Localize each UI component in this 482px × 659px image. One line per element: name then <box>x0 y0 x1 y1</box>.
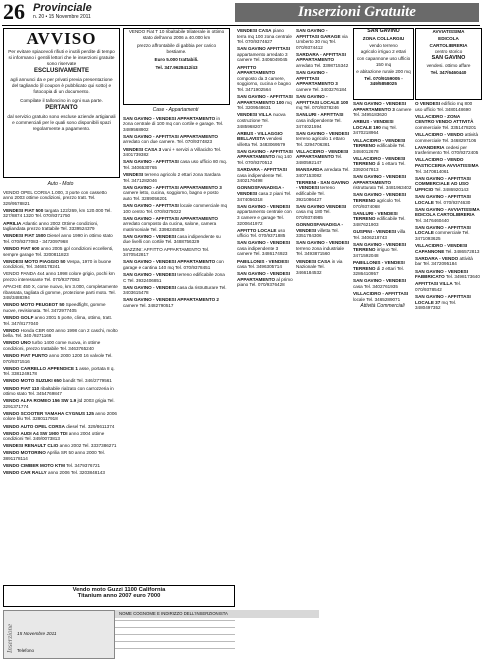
ad-item: SAN GAVINO - VENDESI casa Tel. 3402761935 <box>353 278 407 289</box>
coupon-title: NOME COGNOME E INDIRIZZO DELL'INSERZIONISTA <box>115 610 319 618</box>
ad-list <box>415 101 480 311</box>
coupon-line <box>115 634 235 635</box>
ad-item: SAN GAVINO - VENDESI TERRENO irriguo Tel. 3471592048 <box>353 241 407 258</box>
ad-item: MAZZINI: AFFITTO APPARTAMENTO Tel. 3470542817 <box>123 246 210 258</box>
ad-item: VENDO GOLF anno 2001 5 porte, clima, ottimo, tratt. Tel. 347/8177040 <box>3 314 113 326</box>
moto-line-1: Vendo moto Guzzi 1100 California <box>72 587 166 593</box>
ad-list <box>3 190 118 476</box>
ad-item: VENDO CAR RALLY anno 2006 Tel. 3203848143 <box>3 470 105 476</box>
ad-item: VILLACIDRO - VENDESI CAPANNONE Tel. 3486572813 <box>415 243 480 254</box>
ad-item: AFFITTASI VILLA Tel. 070/9378542 <box>415 281 462 292</box>
coupon-side-label: Inserzione <box>6 623 14 653</box>
avviso-text-3: Compilate il talloncino in ogni sua parte. <box>20 97 103 103</box>
edicola-l6: vendesi. ottimo affare <box>426 62 471 68</box>
ad-item: SAN GAVINO - VENDESI TERRENO agricolo Tel. 070/9374068 <box>353 192 407 209</box>
ad-item: VENDO PANDA 4x4 anno 1998 colore grigio, pochi km prezzo interessante Tel. 070/9377083 <box>3 271 115 282</box>
ad-item: SAN GAVINO - AFFITTASI APPARTAMENTO 3 camere letto, cucina, soggiorno, bagno e posto auto Tel. 3289056201 <box>123 184 222 201</box>
ad-item: VILLACIDRO - VENDESI TERRENO edificabile Tel. 3484012678 <box>353 137 406 154</box>
ad-item: VENDO AUDI A4 SW 1900 TDI anno 2004 ottime condizioni Tel. 349/0073813 <box>3 430 105 442</box>
ad-item: AFFITTO LOCALE uso ufficio Tel. 070/9371885 <box>237 227 286 239</box>
ad-item: VENDO CIMBER MOTO KTM Tel. 3479376721 <box>3 463 101 469</box>
ad-item: VENDO ALFA ROMEO 156 SW 1.9 jtd 2003 grigia Tel. 3291371774 <box>3 398 115 409</box>
ad-item: SAN GAVINO - AFFITTASI APPARTAMENTO arredato con due camere. Tel. 070/9374823 <box>123 133 218 145</box>
ad-item: VENDO FIAT PUNTO anno 2000 1200 16 valvole Tel. 070/9371516 <box>3 353 113 364</box>
ad-item: VENDESI terreno agricolo 2 ettari zona Sardara Tel. 3471282046 <box>123 171 221 183</box>
edicola-tel: Tel. 347/6460440 <box>430 69 467 75</box>
edicola-l3: CARTOLIBRERIA <box>429 42 468 48</box>
zona-tel: Tel. 070/9159005 - 349/5858025 <box>364 75 403 87</box>
edicola-box <box>415 28 482 100</box>
column-case <box>123 106 228 582</box>
ad-item: VENDO FIAT 110 ribaltabile rialzato con carrozzeria in ottimo stato Tel. 3454769847 <box>3 385 114 397</box>
ad-list <box>353 101 412 302</box>
page-header <box>0 0 482 26</box>
ad-item: GONNOSFANADIGA - VENDESI villetta Tel. 3351784306 <box>296 222 344 239</box>
zona-box <box>353 28 414 100</box>
ad-item: VILLACIDRO - AFFITTASI locale Tel. 3465289071 <box>353 290 409 302</box>
zona-l3: vendo terreno <box>369 42 398 48</box>
ad-item: SAN GAVINO - AFFITTASI GARAGE via Umberto 30 mq Tel. 070/9374412 <box>296 28 348 50</box>
ad-item: VENDO OPEL CORSA 1.000, 3 porte con cassetto anno 2003 ottime condizioni, prezzo tratt. Tel. 329/9578821 <box>3 189 107 206</box>
avviso-box <box>3 28 120 178</box>
zona-l1: SAN GAVINO <box>367 28 400 34</box>
ad-item: SAN GAVINO - VENDESI APPARTAMENTO al primo piano Tel. 070/9376428 <box>237 271 293 288</box>
column-heading: Case - Appartamenti <box>152 107 199 113</box>
ad-item: VENDESI MOTO PIAGGIO 50 Vespa, 1970 in buone condizioni, Tel. 3468178241 <box>3 258 112 270</box>
ad-item: SAN GAVINO - AFFITTASI LOCALE 37 mq Tel. 3480497352 <box>415 293 471 311</box>
ad-item: PABILLONIS - VENDESI casa Tel. 3496305714 <box>237 258 289 270</box>
ad-item: SAN GAVINO - VENDESI APPARTAMENTO 2 camere Tel. 3482790517 <box>123 297 219 308</box>
ad-item: SAN GAVINO - VENDESI APPARTAMENTO con garage e cantina 140 mq Tel. 070/9378451 <box>123 259 224 270</box>
section-title: Inserzioni Gratuite <box>235 3 479 22</box>
edicola-l2: EDICOLA <box>438 35 459 41</box>
moto-guzzi-box <box>3 585 235 607</box>
ad-item: SAN GAVINO - AFFITTASI casa uso ufficio 80 mq. Tel. 3406530765 <box>123 159 227 170</box>
coupon-footer <box>0 610 482 657</box>
ad-item: VENDESI CASA in via Nazionale Tel. 3466184532 <box>296 258 343 275</box>
avviso-text-2: agli annunci da e per privati previa presentazione del tagliando (il coupon è pubblicato qui sotto) e fotocopia di un documento. <box>10 77 113 94</box>
column-5 <box>353 101 412 606</box>
zona-l4: agricolo irriguo 2 ettari <box>360 49 407 55</box>
zona-l6: e abitazione rurale 200 mq <box>356 68 411 74</box>
ad-item: VENDO MOTO SUZUKI 650 bandit Tel. 346/2779561 <box>3 378 112 384</box>
coupon-lines <box>115 620 235 655</box>
ad-item: APRILIA Atlantic anno 2002 Ottime condizioni, tagliandata prezzo trattabile Tel. 3339524379 <box>3 220 99 232</box>
ad-item: SAN GAVINO - AFFITTASI APPARTAMENTO 100 mq Tel. 3209548631 <box>237 94 293 111</box>
vendo-tel: Tel. 347.9628412/43 <box>155 65 198 70</box>
ad-item: SAN GAVINO - VENDESI FABBRICATO Tel. 3498173640 <box>415 268 480 280</box>
ad-item: APACHE 450 X, come nuovo, km 3.000, completamente ribassata, tagliata di gomme, protezione parti moto. Tel. 348/3488394 <box>3 284 118 301</box>
vendo-box <box>123 28 230 105</box>
column-4 <box>296 28 350 606</box>
moto-line-2: Titanium anno 2007 euro 7000 <box>77 593 161 599</box>
vendo-line-2: prezzo affrontabile di gabbia per carico bestiame. <box>136 43 217 54</box>
column-auto-moto <box>3 180 118 582</box>
avviso-text-4: dal servizio gratuito sono escluse aziende artigianali e commerciali per le quali sono disponibili spazi regolarmente a pagamento. <box>7 114 116 131</box>
ad-item: VENDESI RENAULT CLIO anno 2002 Tel. 3337386271 <box>3 443 117 449</box>
coupon-date: 15 Novembre 2011 <box>17 631 57 636</box>
ad-item: VILLACIDRO - VENDO PASTICCERIA AVVIATISSIMA Tel. 3470814061 <box>415 157 479 174</box>
ad-item: VENDO FIAT 600 anno 2005 gpl condizioni eccellenti, sempre garage Tel. 3200811823 <box>3 245 114 257</box>
ad-item: SAN GAVINO - VENDESI appartamento centrale con 3 camere e garage Tel. 3200641972 <box>237 203 292 226</box>
avviso-body <box>4 49 119 132</box>
ad-item: SAN GAVINO - AFFITTASI COMMERCIALE AD USO UFFICIO Tel. 3486920143 <box>415 175 471 192</box>
ad-item: VENDO CARRELLO APPENDICE 1 asse, portata 8 q. Tel. 3381249178 <box>3 365 115 377</box>
column-6 <box>415 101 480 606</box>
ad-item: VILLACIDRO - VENDESI APPARTAMENTO Tel. 3480592147 <box>296 148 349 166</box>
ad-list <box>237 28 293 288</box>
avviso-title: AVVISO <box>26 29 97 48</box>
ad-item: SANLURI - AFFITTASI casa indipendente Tel. 3474021594 <box>296 112 344 129</box>
column-3 <box>237 28 293 598</box>
ad-item: VENDO Honda CBR 600 anno 1998 con 2 caschi, molto bella. Tel. 340 /9271166 <box>3 327 118 339</box>
ad-item: VENDO UNO turbo 1400 come nuova, in ottime condizioni, prezzo trattabile Tel. 3463765240 <box>3 340 101 351</box>
ad-item: VENDESI CASA 3 vani + servizi a Villacidro Tel. 3401739382 <box>123 146 222 158</box>
ad-item: LAVANDERIA cedesi per trasferimento Tel. 070/9372405 <box>415 144 479 156</box>
ad-item: SANLURI - VENDESI TERRENO edificabile Tel. 3487621903 <box>353 210 406 227</box>
ad-item: SAN GAVINO - AVVIATISSIMA EDICOLA CARTOLIBRERIA Tel. 3476460440 <box>415 206 480 223</box>
ad-item: PABILLONIS - VENDESI TERRENO di 2 ettari Tel. 3286410957 <box>353 259 405 277</box>
ad-item: GONNOSFANADIGA - VENDESI casa 2 piani Tel. 3474056318 <box>237 185 292 202</box>
issue-date: n. 20 • 15 Novembre 2011 <box>33 14 91 20</box>
ad-item: SAN GAVINO - AFFITTASI locale commerciale mq 100 centro Tel. 070/9375022 <box>123 202 228 214</box>
ad-item: SAN GAVINO - AFFITTASI LOCALE Tel. 070/9374630 <box>415 193 471 205</box>
edicola-l1: AVVIATISSIMA <box>432 29 465 34</box>
ad-item: VENDESI VILLA nuova costruzione Tel. 3485968207 <box>237 112 286 129</box>
ad-item: SARDARA - VENDO attività bar Tel. 3472095184 <box>415 255 473 267</box>
zona-l5: con capannone uso ufficio 150 mq <box>356 56 411 67</box>
ad-list <box>296 28 350 275</box>
ad-item: SAN GAVINO - VENDESI APPARTAMENTO in zona centrale di 100 mq con cortile e garage. Tel. 3489568902 <box>123 115 224 132</box>
ad-item: SAN GAVINO - VENDESI APPARTAMENTO 3 camere Tel. 3495183620 <box>353 101 412 118</box>
ad-item: SAN GAVINO AFFITTASI appartamento arredato 3 camere Tel. 3406049045 <box>237 46 290 63</box>
ad-item: SAN GAVINO - AFFITTASI APPARTAMENTO 3 camere Tel. 3403276184 <box>296 70 347 92</box>
ad-item: GUSPINI - VENDESI villa Tel. 3406218743 <box>353 228 406 240</box>
newspaper-logo: Provinciale <box>33 2 92 14</box>
coupon-line <box>115 648 235 649</box>
coupon-line <box>115 641 235 642</box>
ad-item: SAN GAVINO - AFFITTASI APPARTAMENTO mq 140 Tel. 070/9370512 <box>237 148 293 166</box>
avviso-text-1: Per evitare spiacevoli rifiuti e inutili perdite di tempo si informano i gentili lettori che le inserzioni gratuite sono riservate <box>8 49 115 66</box>
ad-list <box>123 116 228 309</box>
ad-item: VENDO AUTO OPEL CORSA diesel Tel. 329/8611374 <box>3 423 115 429</box>
ad-item: SAN GAVINO - AFFITTASI LOCALE 100 mq Tel. 070/9378246 <box>296 94 349 111</box>
column-heading: Attività Commerciali <box>360 303 405 310</box>
vendo-price: Euro 5.000 trattabili. <box>154 57 199 62</box>
ad-item: ARBUS - VENDESI LOCALE 190 mq Tel. 3470218964 <box>353 119 397 136</box>
ad-item: SAN GAVINO - VENDESI terreno zona industriale Tel. 3493871560 <box>296 240 350 257</box>
header-divider <box>2 25 480 26</box>
ad-item: VILLACIDRO - ZONA CENTRO VENDO ATTIVITÀ commerciale Tel. 3351478201 <box>415 113 477 130</box>
ad-item: SARDARA - AFFITTASI APPARTAMENTO arredato Tel. 3398715342 <box>296 51 349 69</box>
ad-item: O VENDESI edificio mq 800 uso ufficio Tel. 3480148690 <box>415 101 473 112</box>
coupon-box <box>3 610 115 659</box>
coupon-tel-label: Telefono <box>17 648 35 653</box>
ad-item: SAN GAVINO - VENDESI terreno edificabile zona C Tel. 3932406851 <box>123 271 225 283</box>
vendo-line-1: VENDO Fiat T 10 ribaltabile trilaterale in ottimo stato dell'anno 2006 a 40.000 km <box>128 29 225 40</box>
ad-item: SAN GAVINO - AFFITTASI APPARTAMENTO arredato composto da cucina, salone, camera matrimoniale Tel. 3398245036 <box>123 215 218 232</box>
ad-item: SAN GAVINO - VENDESI APPARTAMENTO ristrutturato Tel. 3481963402 <box>353 174 412 191</box>
edicola-l4: centro storico <box>434 49 463 55</box>
page-number: 26 <box>3 0 25 24</box>
ad-item: SAN GAVINO - VENDESI casa da ristrutturare Tel. 3403615478 <box>123 284 227 296</box>
ad-item: SAN GAVINO - AFFITTASI LOCALE commerciale Tel. 3471093625 <box>415 224 471 242</box>
ad-item: VENDO SCOOTER YAMAHA CYGNUS 125 anno 2006 colore blu Tel. 3280117918 <box>3 410 117 422</box>
ad-item: VILLACIDRO - VENDESI TERRENO di 1 ettaro Tel. 3392047813 <box>353 155 406 173</box>
ad-item: VILLACIDRO - VENDO attività commerciale Tel. 3468297106 <box>415 131 479 143</box>
avviso-pertanto: PERTANTO <box>45 105 78 112</box>
ad-item: TERRENI - SAN GAVINO - VENDESI terreno edificabile Tel. 3921086427 <box>296 179 350 202</box>
avviso-highlight: ESCLUSIVAMENTE <box>34 68 89 75</box>
coupon-line <box>115 627 235 628</box>
ad-item: SAN GAVINO - VENDESI casa indipendente su due livelli con cortile Tel. 3488756329 <box>123 233 221 245</box>
ad-item: SAN GAVINO - VENDESI terreno agricolo 1 ettaro Tel. 3294706381 <box>296 130 350 147</box>
ad-item: ARBUS - VILLAGGIO BELLAVISTA vendesi villetta Tel. 3483069579 <box>237 130 286 147</box>
ad-item: AFFITTO APPARTAMENTO composto da 3 camere, soggiorno, cucina e bagno Tel. 3471902564 <box>237 64 291 92</box>
zona-l2: ZONA COLLARGIU <box>362 35 405 41</box>
ad-item: SAN GAVINO - VENDESI casa indipendente 3 camere Tel. 3486174923 <box>237 240 291 257</box>
ad-item: VENDESI FIAT 1500 Diesel anno 1990 in ottimo stato Tel. 070/9377083 - 3472097968 <box>3 233 113 244</box>
column-heading: Auto - Moto <box>47 181 74 187</box>
coupon-line <box>115 620 235 621</box>
ad-item: VENDESI FIAT 500 targata 122/269, km 120.000 Tel. 327/8874 1320 Tel. 070/9371750 <box>3 207 112 219</box>
ad-item: VENDO MOTORINO Aprilia SR 50 anno 2000 Tel. 3891178114 <box>3 450 105 462</box>
ad-item: VENDESI CASA piano terra mq 100 zona centrale Tel. 070/9374627 <box>237 28 292 45</box>
ad-item: VENDO MOTO PEUGEOT 50 Speedfight, gomme nuove, revisionata. Tel. 3472977405 <box>3 302 106 313</box>
edicola-l5: SAN GAVINO <box>431 55 466 62</box>
ad-item: MANSARDA arredata Tel. 3407153082 <box>296 167 350 178</box>
ad-item: SARDARA - AFFITTASI casa indipendente Tel. 3402176498 <box>237 167 287 184</box>
ad-item: SAN GAVINO VENDESI casa mq 180 Tel. 070/9374985 <box>296 203 347 220</box>
